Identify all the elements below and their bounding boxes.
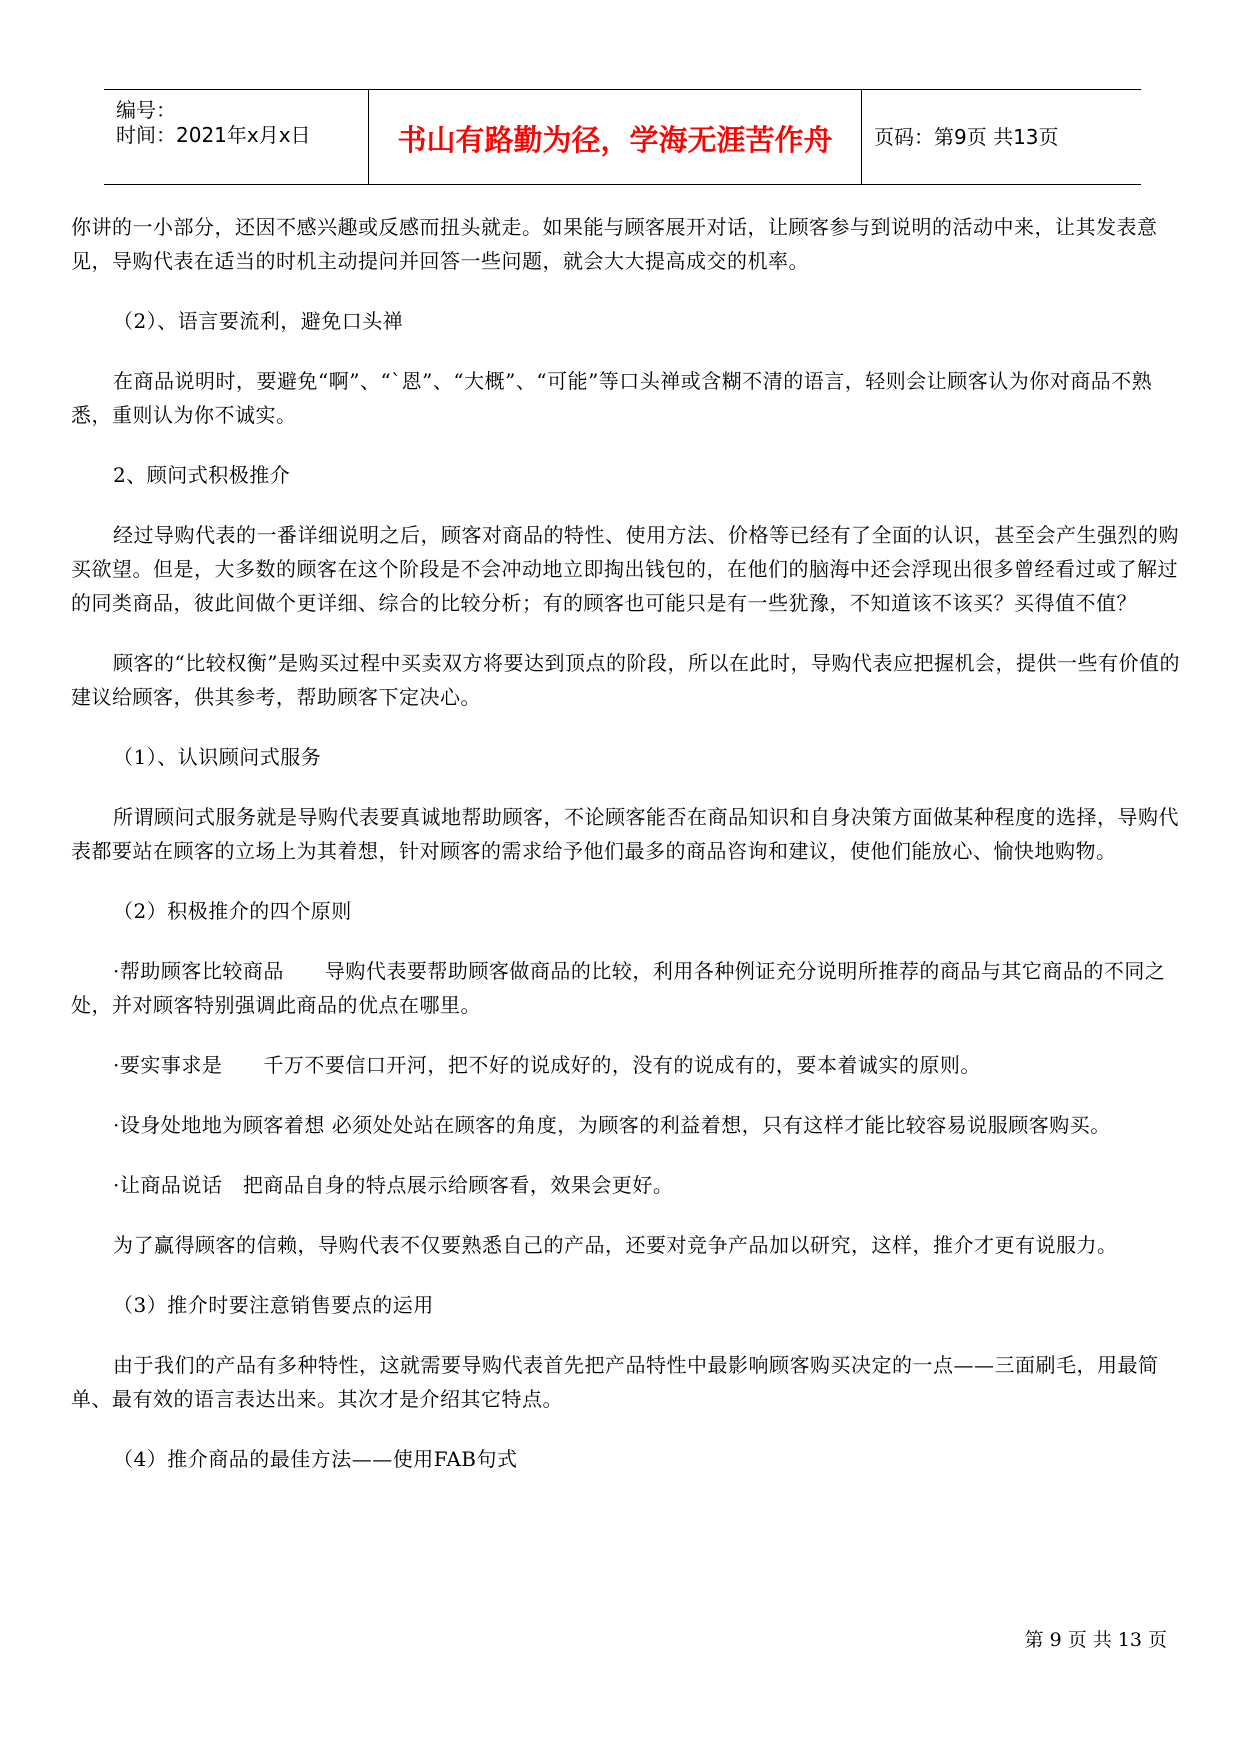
page-header	[104, 89, 1141, 185]
bullet-item: ·帮助顾客比较商品 导购代表要帮助顾客做商品的比较，利用各种例证充分说明所推荐的商品与其它商品的不同之处，并对顾客特别强调此商品的优点在哪里。	[71, 959, 1166, 1017]
subheading: （2）、语言要流利，避免口头禅	[113, 309, 404, 333]
paragraph: 经过导购代表的一番详细说明之后，顾客对商品的特性、使用方法、价格等已经有了全面的认识，甚至会产生强烈的购买欲望。但是，大多数的顾客在这个阶段是不会冲动地立即掏出钱包的，在他们的脑海中还会浮现出很多曾经看过或了解过的同类商品，彼此间做个更详细、综合的比较分析；有的顾客也可能只是有一些犹豫，不知道该不该买？买得值不值？	[71, 523, 1179, 615]
subheading: （2）积极推介的四个原则	[113, 899, 352, 923]
bullet-item: ·让商品说话 把商品自身的特点展示给顾客看，效果会更好。	[113, 1173, 674, 1197]
bullet-item: ·要实事求是 千万不要信口开河，把不好的说成好的，没有的说成有的，要本着诚实的原则。	[113, 1053, 981, 1077]
page-footer: 第 9 页 共 13 页	[1024, 1629, 1167, 1651]
paragraph: 你讲的一小部分，还因不感兴趣或反感而扭头就走。如果能与顾客展开对话，让顾客参与到说明的活动中来，让其发表意见，导购代表在适当的时机主动提问并回答一些问题，就会大大提高成交的机率。	[71, 215, 1158, 273]
header-motto-cell	[369, 90, 862, 184]
document-number-label: 编号：	[116, 98, 176, 122]
paragraph: 顾客的“比较权衡”是购买过程中买卖双方将要达到顶点的阶段，所以在此时，导购代表应把握机会，提供一些有价值的建议给顾客，供其参考，帮助顾客下定决心。	[71, 651, 1180, 709]
section-heading: 2、顾问式积极推介	[113, 463, 291, 487]
document-time-label: 时间：2021年x月x日	[116, 123, 311, 147]
subheading: （4）推介商品的最佳方法——使用FAB句式	[113, 1447, 518, 1471]
motto: 书山有路勤为径，学海无涯苦作舟	[397, 123, 833, 157]
document-body	[71, 210, 1181, 1476]
paragraph: 所谓顾问式服务就是导购代表要真诚地帮助顾客，不论顾客能否在商品知识和自身决策方面做某种程度的选择，导购代表都要站在顾客的立场上为其着想，针对顾客的需求给予他们最多的商品咨询和建议，使他们能放心、愉快地购物。	[71, 805, 1179, 863]
header-page-label: 页码：第9页 共13页	[874, 125, 1059, 149]
paragraph: 由于我们的产品有多种特性，这就需要导购代表首先把产品特性中最影响顾客购买决定的一点——三面刷毛，用最简单、最有效的语言表达出来。其次才是介绍其它特点。	[71, 1353, 1159, 1411]
paragraph: 为了赢得顾客的信赖，导购代表不仅要熟悉自己的产品，还要对竞争产品加以研究，这样，推介才更有说服力。	[113, 1233, 1118, 1257]
paragraph: 在商品说明时，要避免“啊”、“`恩”、“大概”、“可能”等口头禅或含糊不清的语言，轻则会让顾客认为你对商品不熟悉，重则认为你不诚实。	[71, 369, 1153, 427]
bullet-item: ·设身处地地为顾客着想 必须处处站在顾客的角度，为顾客的利益着想，只有这样才能比较容易说服顾客购买。	[113, 1113, 1111, 1137]
subheading: （3）推介时要注意销售要点的运用	[113, 1293, 434, 1317]
subheading: （1）、认识顾问式服务	[113, 745, 322, 769]
header-info-cell	[104, 90, 369, 184]
header-page-cell	[862, 90, 1141, 184]
